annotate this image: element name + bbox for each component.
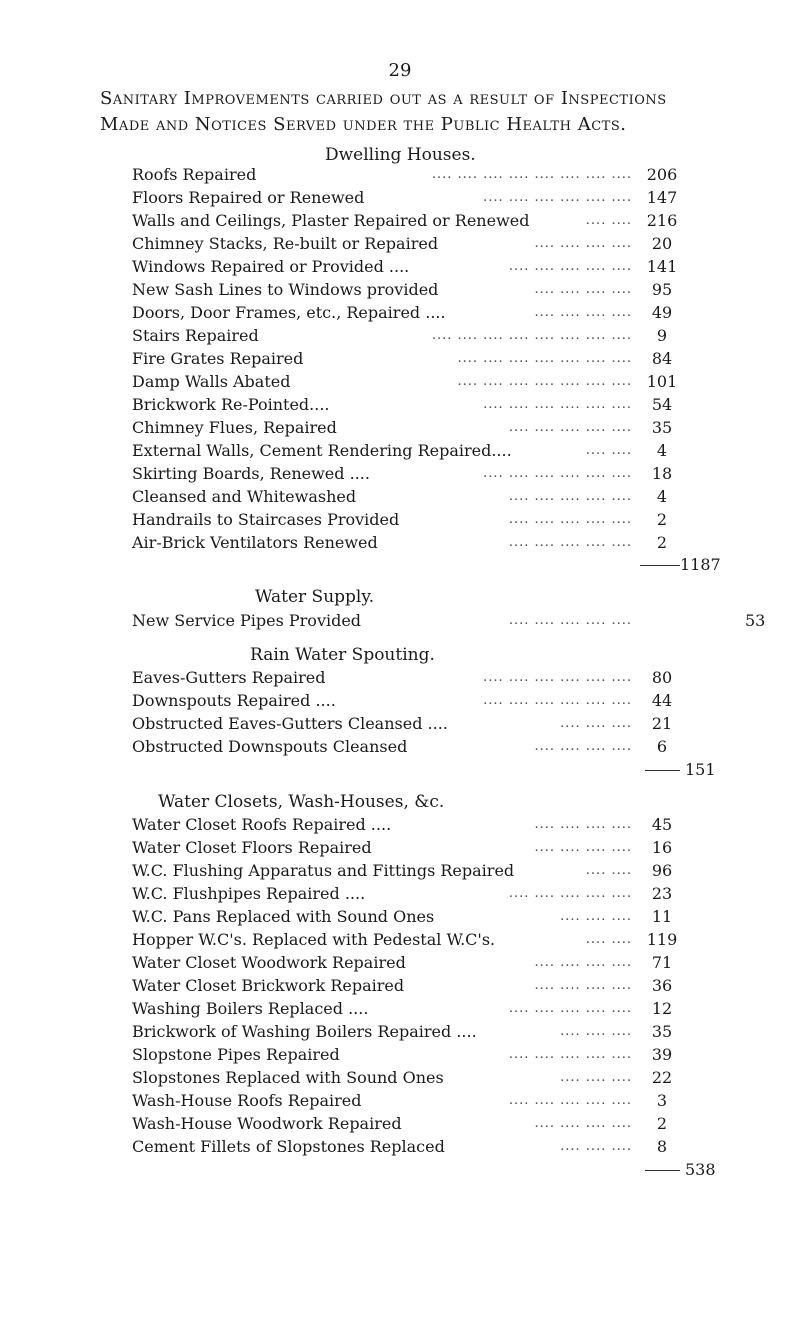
section-total: 151 — [685, 760, 716, 779]
leader-dots: .... .... .... .... .... .... — [483, 670, 632, 685]
leader-dots: .... .... .... .... .... .... .... .... — [431, 328, 632, 343]
leader-dots: .... .... .... .... — [534, 282, 632, 297]
item-value: 2 — [656, 1114, 668, 1133]
item-value: 216 — [646, 211, 678, 230]
item-value: 39 — [651, 1045, 673, 1064]
leader-dots: .... .... .... .... — [534, 955, 632, 970]
leader-dots: .... .... .... .... .... — [508, 1047, 632, 1062]
total-rule — [645, 1170, 680, 1171]
item-label: Stairs Repaired — [132, 326, 259, 345]
item-value: 35 — [651, 1022, 673, 1041]
item-value: 101 — [646, 372, 678, 391]
item-label: Wash-House Woodwork Repaired — [132, 1114, 402, 1133]
section-total: 538 — [685, 1160, 716, 1179]
leader-dots: .... .... .... — [560, 1024, 632, 1039]
leader-dots: .... .... .... .... .... .... .... — [457, 374, 632, 389]
leader-dots: .... .... — [585, 932, 632, 947]
item-value: 8 — [656, 1137, 668, 1156]
leader-dots: .... .... .... .... — [534, 305, 632, 320]
item-label: Water Closet Brickwork Repaired — [132, 976, 405, 995]
item-label: Downspouts Repaired .... — [132, 691, 336, 710]
item-label: W.C. Flushing Apparatus and Fittings Repaired — [132, 861, 515, 880]
item-label: Slopstone Pipes Repaired — [132, 1045, 340, 1064]
item-value: 84 — [651, 349, 673, 368]
leader-dots: .... .... .... .... .... — [508, 1001, 632, 1016]
item-label: Chimney Flues, Repaired — [132, 418, 337, 437]
leader-dots: .... .... .... .... .... .... — [483, 466, 632, 481]
leader-dots: .... .... .... .... .... — [508, 489, 632, 504]
item-value: 54 — [651, 395, 673, 414]
leader-dots: .... .... .... .... .... .... — [483, 693, 632, 708]
item-value: 147 — [646, 188, 678, 207]
item-label: W.C. Pans Replaced with Sound Ones — [132, 907, 435, 926]
item-value: 95 — [651, 280, 673, 299]
item-value: 4 — [656, 487, 668, 506]
item-label: Damp Walls Abated — [132, 372, 291, 391]
leader-dots: .... .... .... .... .... — [508, 1093, 632, 1108]
leader-dots: .... .... .... .... — [534, 236, 632, 251]
list-item — [132, 530, 668, 556]
item-value: 6 — [656, 737, 668, 756]
item-label: Brickwork of Washing Boilers Repaired .... — [132, 1022, 477, 1041]
item-label: Washing Boilers Replaced .... — [132, 999, 369, 1018]
leader-dots: .... .... .... .... .... — [508, 886, 632, 901]
section-title-dwelling-houses: Dwelling Houses. — [325, 145, 476, 165]
item-label: Windows Repaired or Provided .... — [132, 257, 410, 276]
heading-line-1: Sanitary Improvements carried out as a result of Inspections — [100, 88, 667, 109]
item-value: 23 — [651, 884, 673, 903]
item-value: 2 — [656, 533, 668, 552]
item-label: Water Closet Floors Repaired — [132, 838, 372, 857]
leader-dots: .... .... .... .... — [534, 739, 632, 754]
list-item — [132, 1134, 668, 1160]
leader-dots: .... .... .... .... .... — [508, 259, 632, 274]
section-total: 53 — [745, 611, 766, 630]
leader-dots: .... .... — [585, 213, 632, 228]
item-label: Skirting Boards, Renewed .... — [132, 464, 370, 483]
heading-line-2: Made and Notices Served under the Public Health Acts. — [100, 114, 627, 135]
leader-dots: .... .... — [585, 863, 632, 878]
item-label: Cement Fillets of Slopstones Replaced — [132, 1137, 445, 1156]
leader-dots: .... .... .... .... — [534, 978, 632, 993]
leader-dots: .... .... .... .... .... — [508, 420, 632, 435]
item-value: 4 — [656, 441, 668, 460]
item-label: Obstructed Downspouts Cleansed — [132, 737, 408, 756]
section-title-rain-water-spouting: Rain Water Spouting. — [250, 645, 435, 665]
item-label: Brickwork Re-Pointed.... — [132, 395, 330, 414]
item-value: 35 — [651, 418, 673, 437]
item-value: 96 — [651, 861, 673, 880]
leader-dots: .... .... .... .... .... .... .... — [457, 351, 632, 366]
item-value: 12 — [651, 999, 673, 1018]
item-label: Handrails to Staircases Provided — [132, 510, 400, 529]
leader-dots: .... .... .... — [560, 1139, 632, 1154]
item-value: 80 — [651, 668, 673, 687]
item-value: 2 — [656, 510, 668, 529]
item-value: 119 — [646, 930, 678, 949]
item-label: W.C. Flushpipes Repaired .... — [132, 884, 366, 903]
leader-dots: .... .... .... .... — [534, 817, 632, 832]
item-label: Roofs Repaired — [132, 165, 257, 184]
section-title-water-closets: Water Closets, Wash-Houses, &c. — [158, 792, 445, 812]
item-value: 16 — [651, 838, 673, 857]
item-value: 18 — [651, 464, 673, 483]
leader-dots: .... .... .... .... .... — [508, 512, 632, 527]
item-label: Obstructed Eaves-Gutters Cleansed .... — [132, 714, 448, 733]
item-label: Slopstones Replaced with Sound Ones — [132, 1068, 444, 1087]
item-label: Wash-House Roofs Repaired — [132, 1091, 362, 1110]
section-total: 1187 — [680, 555, 721, 574]
item-label: Air-Brick Ventilators Renewed — [132, 533, 378, 552]
item-value: 206 — [646, 165, 678, 184]
item-value: 3 — [656, 1091, 668, 1110]
item-label: New Sash Lines to Windows provided — [132, 280, 439, 299]
item-label: Walls and Ceilings, Plaster Repaired or Renewed — [132, 211, 530, 230]
item-value: 71 — [651, 953, 673, 972]
item-label: Water Closet Roofs Repaired .... — [132, 815, 392, 834]
leader-dots: .... .... .... .... .... — [508, 613, 632, 628]
leader-dots: .... .... .... .... .... — [508, 535, 632, 550]
leader-dots: .... .... .... .... — [534, 840, 632, 855]
leader-dots: .... .... .... .... .... .... .... .... — [431, 167, 632, 182]
item-value: 20 — [651, 234, 673, 253]
item-value: 141 — [646, 257, 678, 276]
item-value: 9 — [656, 326, 668, 345]
leader-dots: .... .... .... — [560, 716, 632, 731]
item-label: External Walls, Cement Rendering Repaired.... — [132, 441, 512, 460]
item-label: Fire Grates Repaired — [132, 349, 304, 368]
page-number: 29 — [388, 60, 412, 81]
item-value: 11 — [651, 907, 673, 926]
leader-dots: .... .... .... — [560, 1070, 632, 1085]
item-label: Hopper W.C's. Replaced with Pedestal W.C's. — [132, 930, 496, 949]
item-value: 45 — [651, 815, 673, 834]
item-label: New Service Pipes Provided — [132, 611, 362, 630]
item-label: Water Closet Woodwork Repaired — [132, 953, 406, 972]
item-value: 49 — [651, 303, 673, 322]
total-rule — [640, 565, 680, 566]
leader-dots: .... .... — [585, 443, 632, 458]
list-item — [132, 734, 668, 760]
item-value: 36 — [651, 976, 673, 995]
item-label: Doors, Door Frames, etc., Repaired .... — [132, 303, 446, 322]
item-label: Cleansed and Whitewashed — [132, 487, 357, 506]
list-item — [132, 608, 632, 634]
total-rule — [645, 770, 680, 771]
item-value: 21 — [651, 714, 673, 733]
leader-dots: .... .... .... — [560, 909, 632, 924]
section-title-water-supply: Water Supply. — [255, 587, 375, 607]
leader-dots: .... .... .... .... .... .... — [483, 397, 632, 412]
item-value: 44 — [651, 691, 673, 710]
item-label: Floors Repaired or Renewed — [132, 188, 365, 207]
item-label: Eaves-Gutters Repaired — [132, 668, 326, 687]
leader-dots: .... .... .... .... .... .... — [483, 190, 632, 205]
leader-dots: .... .... .... .... — [534, 1116, 632, 1131]
item-label: Chimney Stacks, Re-built or Repaired — [132, 234, 439, 253]
item-value: 22 — [651, 1068, 673, 1087]
